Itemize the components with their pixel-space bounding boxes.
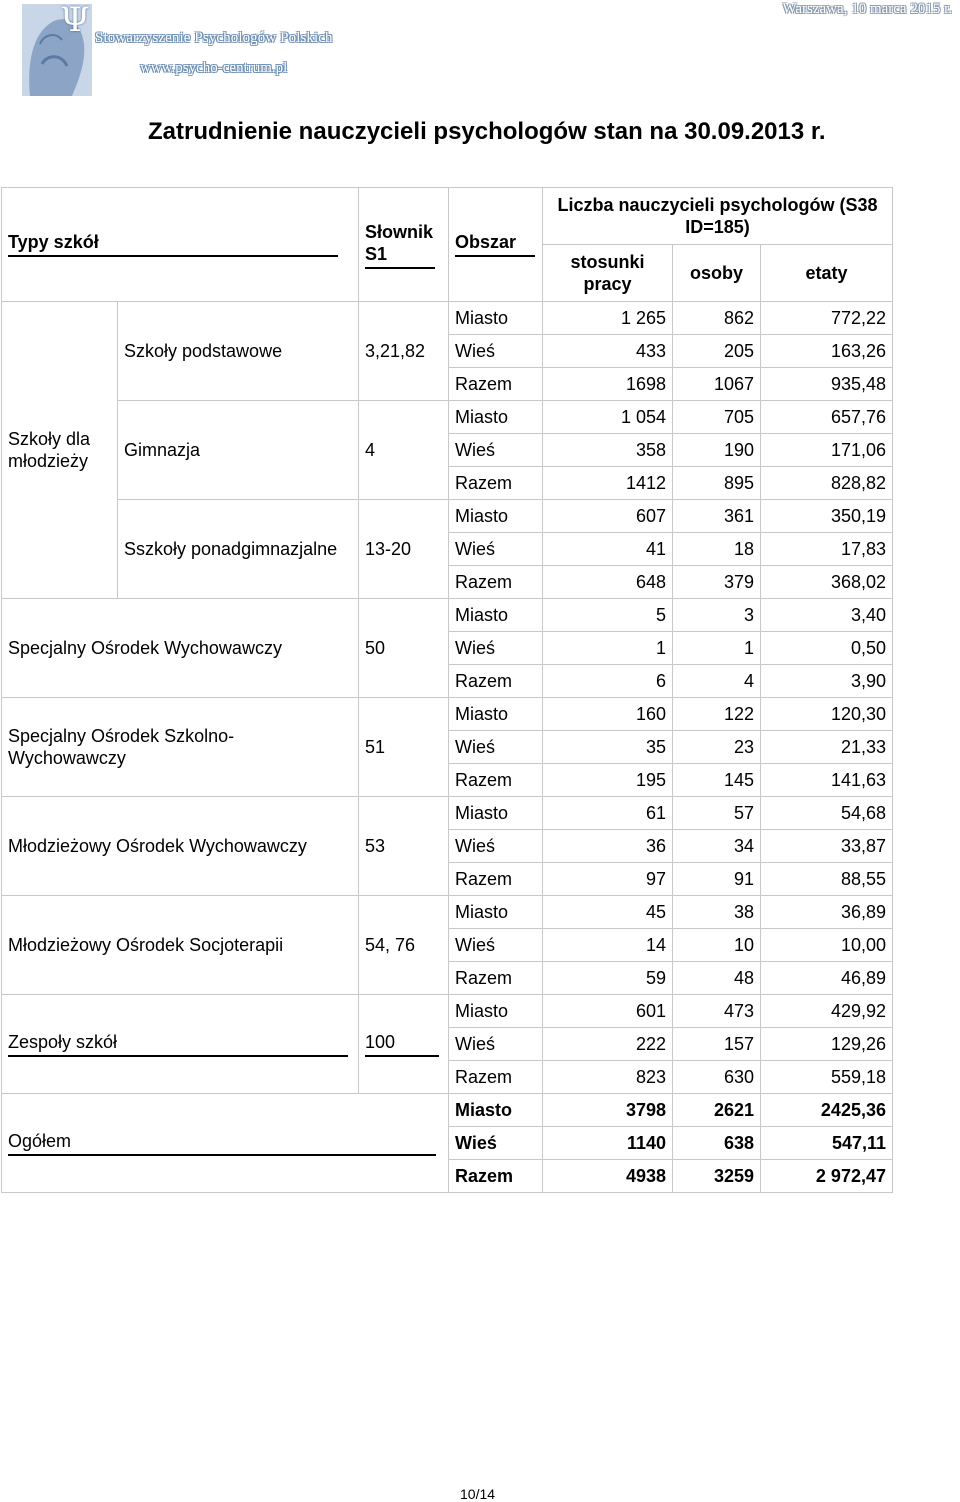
document-date: Warszawa, 10 marca 2015 r. [782,1,952,17]
fte-cell: 429,92 [761,995,893,1028]
contracts-cell: 1 054 [543,401,673,434]
fte-cell: 46,89 [761,962,893,995]
group-name: Specjalny Ośrodek Szkolno-Wychowawczy [2,698,359,797]
persons-cell: 361 [673,500,761,533]
persons-cell: 23 [673,731,761,764]
group-name: Młodzieżowy Ośrodek Wychowawczy [2,797,359,896]
area-cell: Miasto [449,698,543,731]
fte-cell: 547,11 [761,1127,893,1160]
group-code: 54, 76 [359,896,449,995]
contracts-cell: 222 [543,1028,673,1061]
persons-cell: 122 [673,698,761,731]
contracts-cell: 36 [543,830,673,863]
group-name: Młodzieżowy Ośrodek Socjoterapii [2,896,359,995]
area-cell: Razem [449,467,543,500]
persons-cell: 3 [673,599,761,632]
contracts-cell: 358 [543,434,673,467]
persons-cell: 1 [673,632,761,665]
area-cell: Miasto [449,995,543,1028]
contracts-cell: 1 265 [543,302,673,335]
area-cell: Wieś [449,1127,543,1160]
organization-name: Stowarzyszenie Psychologów Polskich [95,30,333,46]
area-cell: Razem [449,1061,543,1094]
area-cell: Wieś [449,929,543,962]
page-number: 10/14 [460,1486,496,1502]
fte-cell: 828,82 [761,467,893,500]
fte-cell: 88,55 [761,863,893,896]
contracts-cell: 433 [543,335,673,368]
fte-cell: 3,40 [761,599,893,632]
group-name: Zespoły szkół [2,995,359,1094]
contracts-cell: 823 [543,1061,673,1094]
area-cell: Razem [449,764,543,797]
fte-cell: 350,19 [761,500,893,533]
area-cell: Wieś [449,830,543,863]
persons-cell: 10 [673,929,761,962]
group-code: 13-20 [359,500,449,599]
persons-cell: 205 [673,335,761,368]
area-cell: Wieś [449,731,543,764]
group-name: Gimnazja [118,401,359,500]
header-row [2,188,893,245]
persons-cell: 3259 [673,1160,761,1193]
contracts-cell: 1 [543,632,673,665]
header-fte: etaty [761,245,893,302]
website-link[interactable]: www.psycho-centrum.pl [140,60,288,76]
contracts-cell: 41 [543,533,673,566]
header-types: Typy szkół [2,188,359,302]
header-dictionary: Słownik S1 [359,188,449,302]
fte-cell: 0,50 [761,632,893,665]
contracts-cell: 1140 [543,1127,673,1160]
area-cell: Miasto [449,797,543,830]
persons-cell: 190 [673,434,761,467]
area-cell: Wieś [449,1028,543,1061]
fte-cell: 17,83 [761,533,893,566]
fte-cell: 3,90 [761,665,893,698]
area-cell: Razem [449,863,543,896]
fte-cell: 54,68 [761,797,893,830]
group-code: 4 [359,401,449,500]
contracts-cell: 61 [543,797,673,830]
fte-cell: 120,30 [761,698,893,731]
header-count-group: Liczba nauczycieli psychologów (S38 ID=185) [543,188,893,245]
area-cell: Wieś [449,434,543,467]
persons-cell: 91 [673,863,761,896]
contracts-cell: 195 [543,764,673,797]
persons-cell: 145 [673,764,761,797]
header-contracts: stosunki pracy [543,245,673,302]
area-cell: Razem [449,1160,543,1193]
area-cell: Miasto [449,401,543,434]
group-name: Specjalny Ośrodek Wychowawczy [2,599,359,698]
page-title: Zatrudnienie nauczycieli psychologów stan na 30.09.2013 r. [148,118,826,145]
group-code: 3,21,82 [359,302,449,401]
area-cell: Wieś [449,632,543,665]
fte-cell: 10,00 [761,929,893,962]
persons-cell: 473 [673,995,761,1028]
fte-cell: 129,26 [761,1028,893,1061]
area-cell: Miasto [449,500,543,533]
group-name: Szkoły podstawowe [118,302,359,401]
youth-schools-label: Szkoły dla młodzieży [2,302,118,599]
persons-cell: 18 [673,533,761,566]
total-label: Ogółem [2,1094,449,1193]
fte-cell: 2425,36 [761,1094,893,1127]
contracts-cell: 97 [543,863,673,896]
persons-cell: 48 [673,962,761,995]
area-cell: Razem [449,566,543,599]
area-cell: Wieś [449,335,543,368]
area-cell: Razem [449,665,543,698]
employment-table [1,187,893,1193]
contracts-cell: 607 [543,500,673,533]
group-code: 51 [359,698,449,797]
area-cell: Miasto [449,896,543,929]
area-cell: Miasto [449,599,543,632]
group-name: Sszkoły ponadgimnazjalne [118,500,359,599]
fte-cell: 2 972,47 [761,1160,893,1193]
persons-cell: 57 [673,797,761,830]
header-persons: osoby [673,245,761,302]
persons-cell: 862 [673,302,761,335]
fte-cell: 935,48 [761,368,893,401]
persons-cell: 4 [673,665,761,698]
contracts-cell: 45 [543,896,673,929]
persons-cell: 38 [673,896,761,929]
header-area: Obszar [449,188,543,302]
fte-cell: 657,76 [761,401,893,434]
group-code: 53 [359,797,449,896]
contracts-cell: 601 [543,995,673,1028]
persons-cell: 630 [673,1061,761,1094]
contracts-cell: 5 [543,599,673,632]
contracts-cell: 6 [543,665,673,698]
fte-cell: 36,89 [761,896,893,929]
fte-cell: 772,22 [761,302,893,335]
fte-cell: 141,63 [761,764,893,797]
contracts-cell: 160 [543,698,673,731]
area-cell: Miasto [449,302,543,335]
fte-cell: 21,33 [761,731,893,764]
fte-cell: 559,18 [761,1061,893,1094]
fte-cell: 368,02 [761,566,893,599]
contracts-cell: 648 [543,566,673,599]
persons-cell: 157 [673,1028,761,1061]
persons-cell: 379 [673,566,761,599]
contracts-cell: 1698 [543,368,673,401]
persons-cell: 705 [673,401,761,434]
persons-cell: 2621 [673,1094,761,1127]
fte-cell: 163,26 [761,335,893,368]
contracts-cell: 4938 [543,1160,673,1193]
contracts-cell: 35 [543,731,673,764]
area-cell: Razem [449,368,543,401]
fte-cell: 171,06 [761,434,893,467]
contracts-cell: 14 [543,929,673,962]
area-cell: Razem [449,962,543,995]
area-cell: Wieś [449,533,543,566]
organization-logo [22,0,92,96]
group-code: 50 [359,599,449,698]
fte-cell: 33,87 [761,830,893,863]
contracts-cell: 1412 [543,467,673,500]
persons-cell: 638 [673,1127,761,1160]
area-cell: Miasto [449,1094,543,1127]
persons-cell: 34 [673,830,761,863]
persons-cell: 895 [673,467,761,500]
group-code: 100 [359,995,449,1094]
psi-symbol: Ψ [60,0,90,40]
contracts-cell: 59 [543,962,673,995]
persons-cell: 1067 [673,368,761,401]
contracts-cell: 3798 [543,1094,673,1127]
